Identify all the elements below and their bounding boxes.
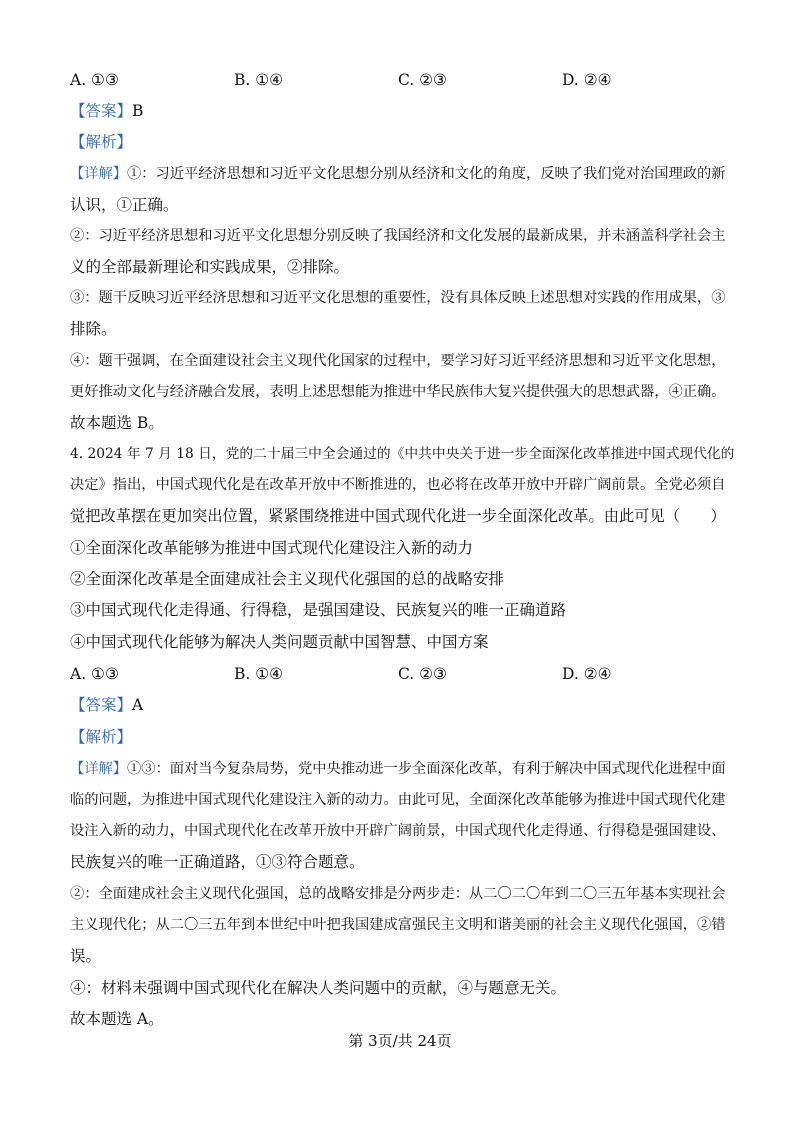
q3-analysis: [70, 132, 735, 152]
q4-answer: [70, 695, 735, 715]
q4-option-b: B. ①④: [234, 665, 284, 683]
q4-detail-line: 误。: [70, 947, 102, 965]
q4-conclusion: 故本题选 A。: [70, 1010, 164, 1028]
q3-detail-line: 义的全部最新理论和实践成果，②排除。: [70, 258, 350, 276]
q4-detail-line: 设注入新的动力，中国式现代化在改革开放中开辟广阔前景，中国式现代化走得通、行得稳是强国建设、: [70, 823, 726, 839]
analysis-tag: 【解析】: [70, 728, 133, 746]
detail-text: ①③：面对当今复杂局势，党中央推动进一步全面深化改革，有利于解决中国式现代化进程中面: [127, 761, 726, 777]
q3-detail-line: ③：题干反映习近平经济思想和习近平文化思想的重要性，没有具体反映上述思想对实践的作用成果，③: [70, 290, 726, 306]
detail-tag: 【详解】: [70, 761, 128, 777]
q3-option-b: B. ①④: [234, 71, 284, 89]
q4-option-c: C. ②③: [398, 665, 447, 683]
q3-detail-line: 排除。: [70, 320, 117, 338]
q4-statement-1: ①全面深化改革能够为推进中国式现代化建设注入新的动力: [70, 539, 474, 557]
detail-tag: 【详解】: [70, 166, 128, 182]
q4-option-a: A. ①③: [70, 665, 119, 683]
q3-option-c: C. ②③: [398, 71, 447, 89]
q3-detail-line: ④：题干强调，在全面建设社会主义现代化国家的过程中，要学习好习近平经济思想和习近平文化思想，: [70, 353, 726, 369]
q4-stem-line: 决定》指出，中国式现代化是在改革开放中不断推进的，也必将在改革开放中开辟广阔前景。全党必须自: [70, 477, 726, 493]
q4-option-d: D. ②④: [562, 665, 612, 683]
q3-detail-line: [70, 164, 735, 184]
q4-detail-line: ②：全面建成社会主义现代化强国，总的战略安排是分两步走：从二〇二〇年到二〇三五年基本实现社会: [70, 886, 726, 902]
q3-option-a: A. ①③: [70, 71, 119, 89]
q4-stem-line: 觉把改革摆在更加突出位置，紧紧围绕推进中国式现代化进一步全面深化改革。由此可见（ ）: [70, 507, 726, 525]
q3-detail-line: 认识，①正确。: [70, 196, 179, 214]
detail-text: ①：习近平经济思想和习近平文化思想分别从经济和文化的角度，反映了我们党对治国理政的新: [127, 166, 726, 182]
q4-detail-line: 临的问题，为推进中国式现代化建设注入新的动力。由此可见，全面深化改革能够为推进中国式现代化建: [70, 792, 726, 808]
q4-detail-line: ④：材料未强调中国式现代化在解决人类问题中的贡献，④与题意无关。: [70, 979, 567, 997]
answer-value: B: [132, 102, 144, 120]
page-number: 第 3页/共 24页: [348, 1032, 452, 1050]
q3-detail-line: 更好推动文化与经济融合发展，表明上述思想能为推进中华民族伟大复兴提供强大的思想武器，④正确。: [70, 384, 726, 400]
q4-stem-line: 4. 2024 年 7 月 18 日，党的二十届三中全会通过的《中共中央关于进一步全面深化改革推进中国式现代化的: [70, 446, 735, 462]
q3-detail-line: ②：习近平经济思想和习近平文化思想分别反映了我国经济和文化发展的最新成果，并未涵盖科学社会主: [70, 228, 726, 244]
analysis-tag: 【解析】: [70, 133, 133, 151]
q4-statement-3: ③中国式现代化走得通、行得稳，是强国建设、民族复兴的唯一正确道路: [70, 601, 567, 619]
q4-statement-4: ④中国式现代化能够为解决人类问题贡献中国智慧、中国方案: [70, 633, 489, 651]
q4-detail-line: [70, 759, 735, 779]
answer-tag: 【答案】: [70, 696, 133, 714]
q4-detail-line: 主义现代化；从二〇三五年到本世纪中叶把我国建成富强民主文明和谐美丽的社会主义现代化强国，②错: [70, 917, 726, 933]
answer-tag: 【答案】: [70, 102, 133, 120]
q3-option-d: D. ②④: [562, 71, 612, 89]
q3-answer: [70, 101, 735, 121]
q4-statement-2: ②全面深化改革是全面建成社会主义现代化强国的总的战略安排: [70, 570, 505, 588]
q4-detail-line: 民族复兴的唯一正确道路，①③符合题意。: [70, 853, 365, 871]
q3-conclusion: 故本题选 B。: [70, 414, 164, 432]
answer-value: A: [132, 696, 144, 714]
q4-analysis: [70, 727, 735, 747]
